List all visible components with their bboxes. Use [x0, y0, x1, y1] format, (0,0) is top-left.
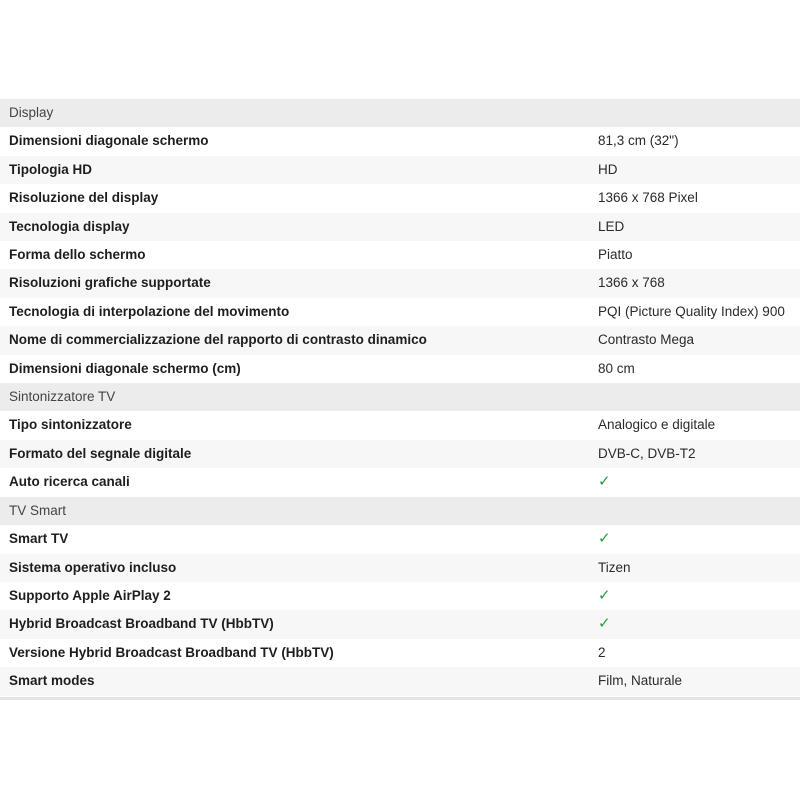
spec-row — [0, 127, 800, 155]
spec-label: Nome di commercializzazione del rapporto di contrasto dinamico — [0, 326, 590, 354]
spec-row — [0, 156, 800, 184]
spec-value: 1366 x 768 — [590, 269, 800, 297]
checkmark-icon: ✓ — [598, 530, 611, 548]
spec-label: Risoluzione del display — [0, 184, 590, 212]
spec-value: 81,3 cm (32") — [590, 127, 800, 155]
spec-row — [0, 525, 800, 553]
specifications-table — [0, 99, 800, 696]
spec-row — [0, 411, 800, 439]
table-bottom-divider — [0, 697, 800, 700]
spec-row — [0, 184, 800, 212]
spec-value: Film, Naturale — [590, 667, 800, 695]
spec-label: Smart modes — [0, 667, 590, 695]
spec-value-check — [590, 610, 800, 638]
spec-label: Versione Hybrid Broadcast Broadband TV (HbbTV) — [0, 639, 590, 667]
spec-label: Dimensioni diagonale schermo (cm) — [0, 355, 590, 383]
spec-value-check — [590, 468, 800, 496]
spec-label: Sistema operativo incluso — [0, 554, 590, 582]
spec-label: Hybrid Broadcast Broadband TV (HbbTV) — [0, 610, 590, 638]
spec-row — [0, 639, 800, 667]
spec-row — [0, 582, 800, 610]
spec-label: Smart TV — [0, 525, 590, 553]
section-header-sintonizzatore-tv — [0, 383, 800, 411]
spec-row — [0, 554, 800, 582]
spec-value: Piatto — [590, 241, 800, 269]
spec-row — [0, 440, 800, 468]
spec-value-check — [590, 582, 800, 610]
specifications-body — [0, 99, 800, 696]
spec-label: Auto ricerca canali — [0, 468, 590, 496]
spec-row — [0, 269, 800, 297]
section-title: Display — [0, 99, 590, 127]
spec-label: Tecnologia di interpolazione del movimento — [0, 298, 590, 326]
spec-value-check — [590, 525, 800, 553]
spec-row — [0, 667, 800, 695]
spec-row — [0, 468, 800, 496]
spec-label: Supporto Apple AirPlay 2 — [0, 582, 590, 610]
spec-label: Tipo sintonizzatore — [0, 411, 590, 439]
spec-value: Analogico e digitale — [590, 411, 800, 439]
spec-label: Tecnologia display — [0, 213, 590, 241]
section-title: Sintonizzatore TV — [0, 383, 590, 411]
checkmark-icon: ✓ — [598, 586, 611, 604]
spec-label: Risoluzioni grafiche supportate — [0, 269, 590, 297]
spec-value: HD — [590, 156, 800, 184]
spec-label: Dimensioni diagonale schermo — [0, 127, 590, 155]
checkmark-icon: ✓ — [598, 615, 611, 633]
section-header-tv-smart — [0, 497, 800, 525]
section-header-display — [0, 99, 800, 127]
spec-value: PQI (Picture Quality Index) 900 — [590, 298, 800, 326]
checkmark-icon: ✓ — [598, 473, 611, 491]
section-title: TV Smart — [0, 497, 590, 525]
spec-label: Tipologia HD — [0, 156, 590, 184]
spec-value: 1366 x 768 Pixel — [590, 184, 800, 212]
spec-row — [0, 241, 800, 269]
spec-row — [0, 298, 800, 326]
section-header-filler — [590, 497, 800, 525]
spec-value: 2 — [590, 639, 800, 667]
section-header-filler — [590, 383, 800, 411]
spec-label: Formato del segnale digitale — [0, 440, 590, 468]
spec-row — [0, 326, 800, 354]
spec-value: Contrasto Mega — [590, 326, 800, 354]
spec-value: Tizen — [590, 554, 800, 582]
spec-value: DVB-C, DVB-T2 — [590, 440, 800, 468]
spec-value: 80 cm — [590, 355, 800, 383]
spec-row — [0, 355, 800, 383]
spec-label: Forma dello schermo — [0, 241, 590, 269]
spec-value: LED — [590, 213, 800, 241]
spec-row — [0, 610, 800, 638]
spec-row — [0, 213, 800, 241]
section-header-filler — [590, 99, 800, 127]
